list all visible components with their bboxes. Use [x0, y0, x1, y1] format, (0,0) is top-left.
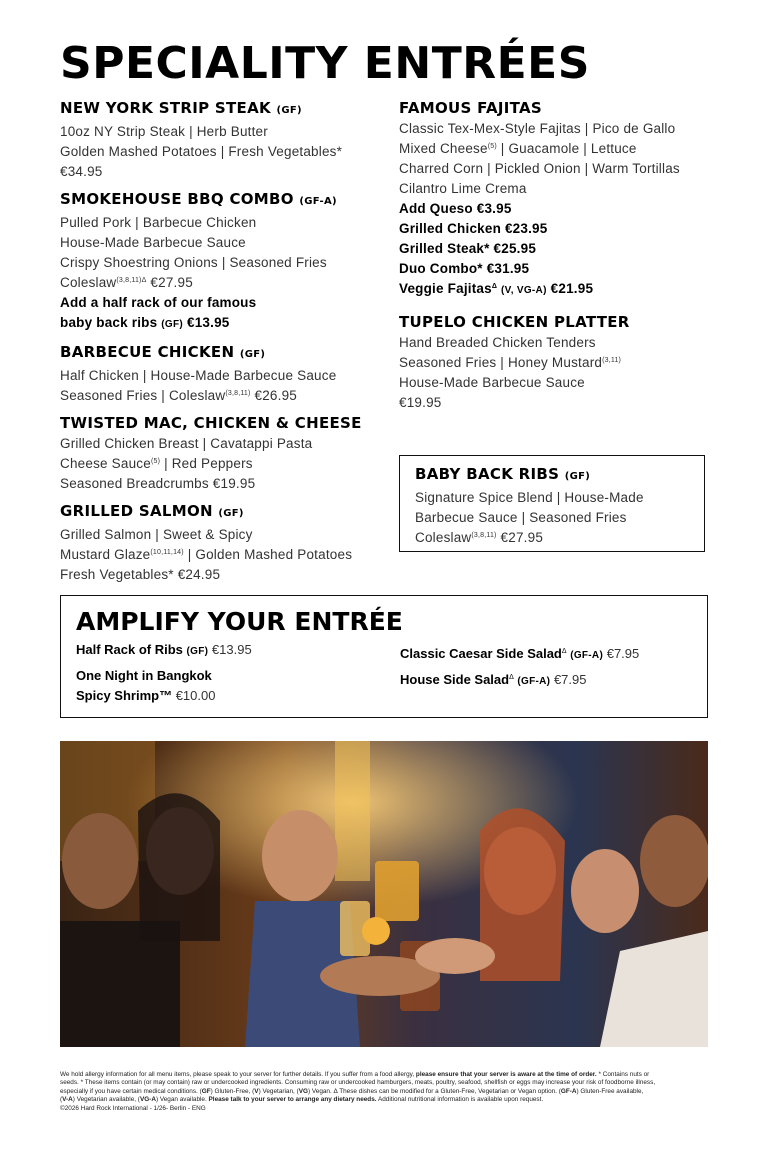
- item-description: House-Made Barbecue Sauce: [60, 235, 246, 250]
- footer-line: especially if you have certain medical conditions. (GF) Gluten-Free, (V) Vegetarian, (VG) Vegan. Δ These dishes can be modified for a Gluten-Free, Vegetarian or Vegan option. (GF-A) Gluten-Free available,: [60, 1087, 644, 1095]
- item-description: Fresh Vegetables* €24.95: [60, 567, 221, 582]
- item-description: Golden Mashed Potatoes | Fresh Vegetables*: [60, 144, 343, 159]
- item-description: Crispy Shoestring Onions | Seasoned Fries: [60, 255, 327, 270]
- page-title: SPECIALITY ENTRÉES: [60, 38, 590, 89]
- item-price: €24.95: [177, 567, 221, 582]
- item-description: Classic Tex-Mex-Style Fajitas | Pico de Gallo: [399, 121, 676, 136]
- group-toast-photo: [60, 741, 708, 1047]
- item-description: Pulled Pork | Barbecue Chicken: [60, 215, 257, 230]
- item-title: NEW YORK STRIP STEAK (GF): [60, 99, 302, 117]
- item-description: Hand Breaded Chicken Tenders: [399, 335, 596, 350]
- item-description: Coleslaw$^{(3,8,11)\Delta}$ €27.95: [60, 275, 193, 290]
- item-description: Charred Corn | Pickled Onion | Warm Tortillas: [399, 161, 680, 176]
- amplify-item-caesar-salad: Classic Caesar Side Salad$^\Delta$ (GF-A) €7.95: [400, 646, 640, 661]
- item-description: Seasoned Breadcrumbs €19.95: [60, 476, 256, 491]
- fajita-option: Veggie Fajitas$^\Delta$ (V, VG-A) €21.95: [399, 281, 594, 296]
- item-description: 10oz NY Strip Steak | Herb Butter: [60, 124, 268, 139]
- menu-item-strip-steak: [60, 97, 380, 182]
- item-description: House-Made Barbecue Sauce: [399, 375, 585, 390]
- item-price: €27.95: [150, 275, 193, 290]
- footer-line: We hold allergy information for all menu items, please speak to your server for further details. If you suffer from a food allergy, please ensure that your server is aware at the time of order. * Contains nuts or: [60, 1071, 650, 1078]
- menu-item-barbecue-chicken: [60, 341, 380, 406]
- amplify-right-column: [400, 644, 639, 696]
- fajita-option: Duo Combo* €31.95: [399, 261, 530, 276]
- menu-item-grilled-salmon: [60, 500, 380, 585]
- item-price: €34.95: [60, 164, 103, 179]
- item-description: Barbecue Sauce | Seasoned Fries: [415, 510, 627, 525]
- item-description: Seasoned Fries | Coleslaw$^{(3,8,11)}$ €26.95: [60, 388, 298, 403]
- addon-text: Add a half rack of our famous: [60, 295, 257, 310]
- item-price: €19.95: [212, 476, 256, 491]
- item-description: Mustard Glaze$^{(10,11,14)}$ | Golden Mashed Potatoes: [60, 547, 353, 562]
- item-title: FAMOUS FAJITAS: [399, 99, 542, 117]
- menu-item-twisted-mac: [60, 412, 380, 494]
- addon-text: baby back ribs (GF) €13.95: [60, 315, 230, 330]
- item-title: BABY BACK RIBS (GF): [415, 465, 591, 483]
- allergy-disclaimer: [60, 1071, 710, 1113]
- item-description: Grilled Chicken Breast | Cavatappi Pasta: [60, 436, 313, 451]
- item-description: Signature Spice Blend | House-Made: [415, 490, 644, 505]
- fajita-option: Add Queso €3.95: [399, 201, 512, 216]
- amplify-item-house-salad: House Side Salad$^\Delta$ (GF-A) €7.95: [400, 672, 587, 687]
- item-description: Grilled Salmon | Sweet & Spicy: [60, 527, 253, 542]
- item-price: €26.95: [254, 388, 298, 403]
- item-title: TWISTED MAC, CHICKEN & CHEESE: [60, 414, 362, 432]
- item-description: Coleslaw$^{(3,8,11)}$ €27.95: [415, 530, 544, 545]
- amplify-left-column: [76, 640, 252, 710]
- baby-back-ribs-box: [399, 455, 705, 552]
- right-menu-column: [399, 97, 719, 419]
- item-title: BARBECUE CHICKEN (GF): [60, 343, 266, 361]
- item-description: Half Chicken | House-Made Barbecue Sauce: [60, 368, 337, 383]
- item-title: GRILLED SALMON (GF): [60, 502, 244, 520]
- menu-item-bbq-combo: [60, 188, 380, 335]
- amplify-item-shrimp: One Night in Bangkok Spicy Shrimp™ €10.00: [76, 668, 216, 703]
- amplify-item-half-rack: Half Rack of Ribs (GF) €13.95: [76, 642, 252, 657]
- section-title: AMPLIFY YOUR ENTRÉE: [76, 607, 403, 636]
- item-title: TUPELO CHICKEN PLATTER: [399, 313, 630, 331]
- amplify-your-entree-box: [60, 595, 708, 718]
- footer-line: seeds. * These items contain (or may contain) raw or undercooked ingredients. Consuming raw or undercooked hamburgers, meats, poultry, seafood, shellfish or eggs may increase your risk of foodborne illness,: [60, 1079, 656, 1087]
- item-description: Mixed Cheese$^{(5)}$ | Guacamole | Lettuce: [399, 141, 637, 156]
- item-description: Seasoned Fries | Honey Mustard$^{(3,11)}$: [399, 355, 622, 370]
- copyright: ©2026 Hard Rock International - 1/26- Berlin - ENG: [60, 1104, 206, 1112]
- photo-illustration: [60, 741, 708, 1047]
- footer-line: (V-A) Vegetarian available, (VG-A) Vegan available. Please talk to your server to arrange any dietary needs. Additional nutritional information is available upon request.: [60, 1096, 544, 1104]
- menu-item-tupelo-chicken: [399, 311, 719, 413]
- item-description: Cheese Sauce$^{(5)}$ | Red Peppers: [60, 456, 253, 471]
- left-menu-column: [60, 97, 380, 591]
- fajita-option: Grilled Steak* €25.95: [399, 241, 537, 256]
- menu-item-famous-fajitas: [399, 97, 719, 301]
- item-title: SMOKEHOUSE BBQ COMBO (GF-A): [60, 190, 337, 208]
- item-description: Cilantro Lime Crema: [399, 181, 527, 196]
- item-price: €27.95: [500, 530, 544, 545]
- item-price: €19.95: [399, 395, 442, 410]
- fajita-option: Grilled Chicken €23.95: [399, 221, 548, 236]
